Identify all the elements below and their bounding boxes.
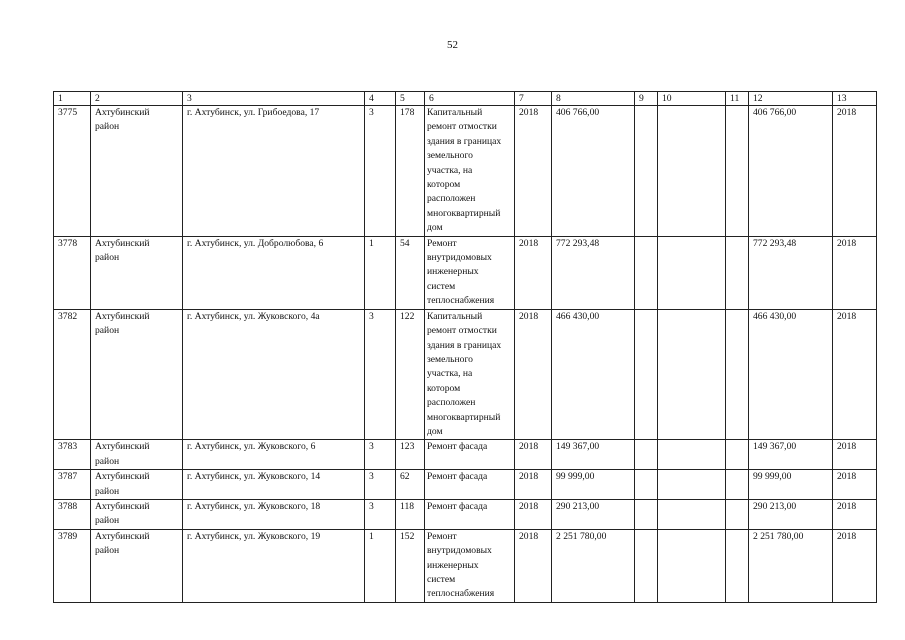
header-cell: 8 [552,92,635,106]
total-cost-cell: 149 367,00 [749,440,833,470]
col-5-value-cell: 122 [396,309,425,440]
col-11-value-cell [726,309,749,440]
address-cell: г. Ахтубинск, ул. Жуковского, 6 [183,440,365,470]
page-number: 52 [447,39,458,51]
col-5-value-cell: 123 [396,440,425,470]
row-id-cell: 3783 [54,440,91,470]
row-id-cell: 3787 [54,470,91,500]
col-11-value-cell [726,106,749,237]
completion-year-cell: 2018 [833,236,877,309]
col-9-value-cell [635,499,658,529]
work-type-cell: Ремонт фасада [425,499,515,529]
col-5-value-cell: 178 [396,106,425,237]
col-5-value-cell: 62 [396,470,425,500]
col-11-value-cell [726,236,749,309]
header-cell: 2 [91,92,183,106]
col-9-value-cell [635,236,658,309]
col-9-value-cell [635,529,658,602]
col-10-value-cell [658,470,726,500]
table-row [54,529,877,602]
header-cell: 6 [425,92,515,106]
work-type-cell: Ремонт фасада [425,440,515,470]
row-id-cell: 3778 [54,236,91,309]
col-11-value-cell [726,499,749,529]
col-9-value-cell [635,440,658,470]
year-cell: 2018 [515,236,552,309]
address-cell: г. Ахтубинск, ул. Жуковского, 14 [183,470,365,500]
col-10-value-cell [658,106,726,237]
cost-cell: 466 430,00 [552,309,635,440]
header-cell: 5 [396,92,425,106]
table-row [54,499,877,529]
work-type-cell: Капитальный ремонт отмостки здания в границах земельного участка, на котором расположен многоквартирный дом [425,309,515,440]
completion-year-cell: 2018 [833,470,877,500]
total-cost-cell: 406 766,00 [749,106,833,237]
district-cell: Ахтубинский район [91,236,183,309]
year-cell: 2018 [515,499,552,529]
completion-year-cell: 2018 [833,529,877,602]
total-cost-cell: 99 999,00 [749,470,833,500]
col-4-value-cell: 3 [365,499,396,529]
table-row [54,309,877,440]
district-cell: Ахтубинский район [91,106,183,237]
year-cell: 2018 [515,440,552,470]
work-type-cell: Ремонт внутридомовых инженерных систем теплоснабжения [425,529,515,602]
year-cell: 2018 [515,529,552,602]
cost-cell: 149 367,00 [552,440,635,470]
district-cell: Ахтубинский район [91,309,183,440]
address-cell: г. Ахтубинск, ул. Жуковского, 18 [183,499,365,529]
work-type-cell: Капитальный ремонт отмостки здания в границах земельного участка, на котором расположен многоквартирный дом [425,106,515,237]
header-cell: 4 [365,92,396,106]
table-row [54,236,877,309]
col-10-value-cell [658,440,726,470]
table-row [54,440,877,470]
col-4-value-cell: 3 [365,470,396,500]
col-4-value-cell: 1 [365,529,396,602]
col-4-value-cell: 3 [365,440,396,470]
total-cost-cell: 290 213,00 [749,499,833,529]
total-cost-cell: 2 251 780,00 [749,529,833,602]
col-10-value-cell [658,529,726,602]
header-cell: 12 [749,92,833,106]
cost-cell: 406 766,00 [552,106,635,237]
cost-cell: 772 293,48 [552,236,635,309]
total-cost-cell: 772 293,48 [749,236,833,309]
header-cell: 1 [54,92,91,106]
row-id-cell: 3775 [54,106,91,237]
col-10-value-cell [658,309,726,440]
work-type-cell: Ремонт фасада [425,470,515,500]
year-cell: 2018 [515,106,552,237]
col-11-value-cell [726,470,749,500]
address-cell: г. Ахтубинск, ул. Добролюбова, 6 [183,236,365,309]
address-cell: г. Ахтубинск, ул. Грибоедова, 17 [183,106,365,237]
cost-cell: 99 999,00 [552,470,635,500]
work-type-cell: Ремонт внутридомовых инженерных систем теплоснабжения [425,236,515,309]
table-row [54,470,877,500]
row-id-cell: 3789 [54,529,91,602]
header-cell: 3 [183,92,365,106]
district-cell: Ахтубинский район [91,529,183,602]
col-5-value-cell: 118 [396,499,425,529]
col-4-value-cell: 3 [365,106,396,237]
completion-year-cell: 2018 [833,309,877,440]
completion-year-cell: 2018 [833,440,877,470]
header-cell: 9 [635,92,658,106]
year-cell: 2018 [515,309,552,440]
header-row [54,92,877,106]
header-cell: 13 [833,92,877,106]
works-table [53,91,877,603]
col-10-value-cell [658,499,726,529]
district-cell: Ахтубинский район [91,499,183,529]
cost-cell: 2 251 780,00 [552,529,635,602]
col-4-value-cell: 1 [365,236,396,309]
total-cost-cell: 466 430,00 [749,309,833,440]
cost-cell: 290 213,00 [552,499,635,529]
col-9-value-cell [635,309,658,440]
col-5-value-cell: 152 [396,529,425,602]
col-10-value-cell [658,236,726,309]
address-cell: г. Ахтубинск, ул. Жуковского, 19 [183,529,365,602]
row-id-cell: 3782 [54,309,91,440]
year-cell: 2018 [515,470,552,500]
col-11-value-cell [726,529,749,602]
completion-year-cell: 2018 [833,106,877,237]
row-id-cell: 3788 [54,499,91,529]
table-row [54,106,877,237]
col-9-value-cell [635,106,658,237]
header-cell: 7 [515,92,552,106]
col-9-value-cell [635,470,658,500]
col-11-value-cell [726,440,749,470]
address-cell: г. Ахтубинск, ул. Жуковского, 4а [183,309,365,440]
district-cell: Ахтубинский район [91,470,183,500]
header-cell: 11 [726,92,749,106]
district-cell: Ахтубинский район [91,440,183,470]
completion-year-cell: 2018 [833,499,877,529]
col-5-value-cell: 54 [396,236,425,309]
header-cell: 10 [658,92,726,106]
col-4-value-cell: 3 [365,309,396,440]
